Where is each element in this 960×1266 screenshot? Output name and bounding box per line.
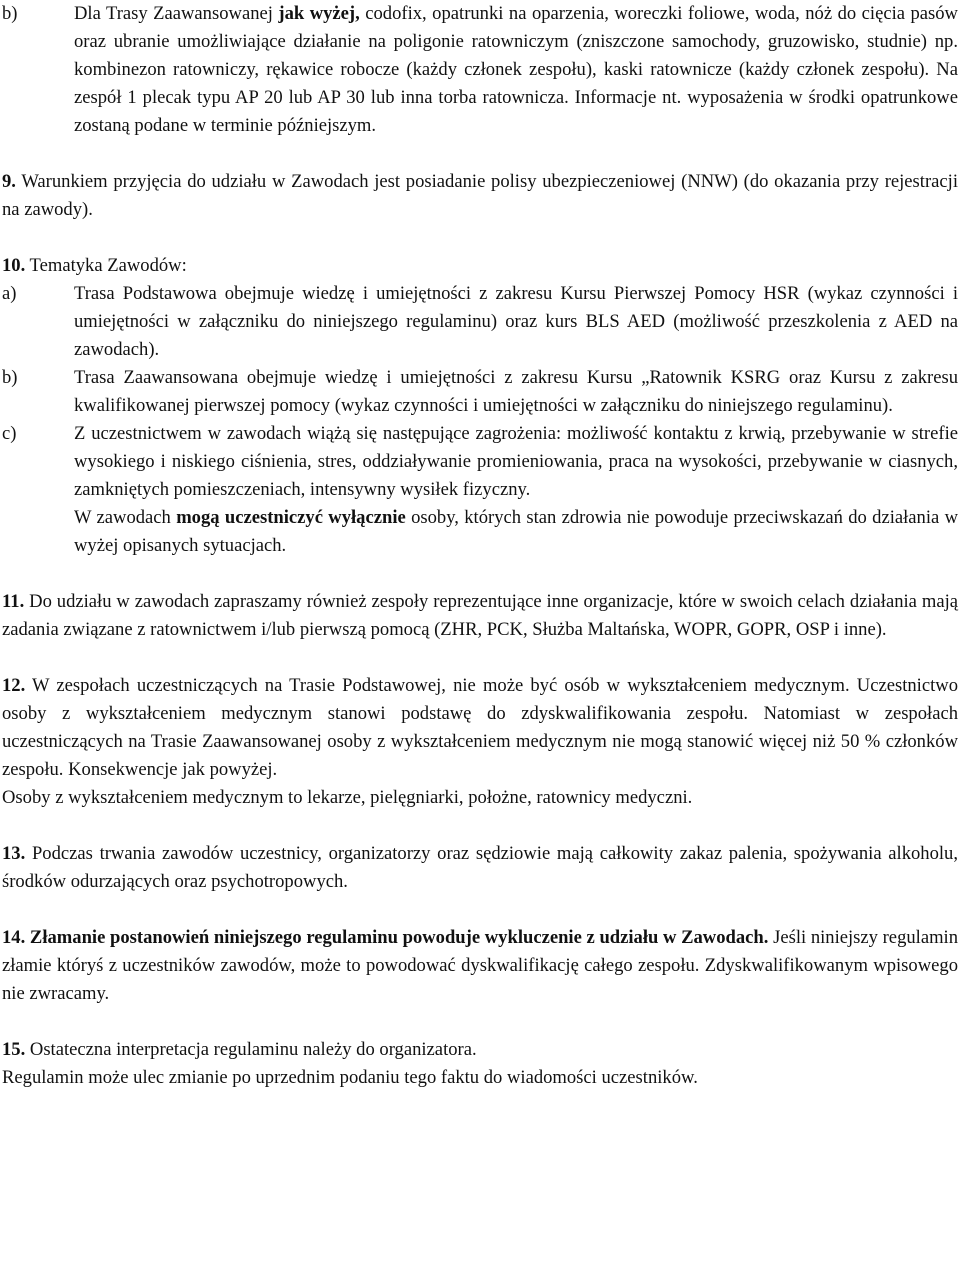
section-14 [2, 924, 958, 1008]
section-13 [2, 840, 958, 896]
section-text: Warunkiem przyjęcia do udziału w Zawodach jest posiadanie polisy ubezpieczeniowej (NNW) (do okazania przy rejestracji na zawody). [2, 171, 958, 220]
note-text: W zawodach [74, 507, 177, 528]
section-11 [2, 588, 958, 644]
topic-item-c-note [2, 504, 958, 560]
section-number: 14. [2, 927, 26, 948]
section-15-note: Regulamin może ulec zmianie po uprzednim podaniu tego faktu do wiadomości uczestników. [2, 1067, 698, 1088]
item-text: Z uczestnictwem w zawodach wiążą się następujące zagrożenia: możliwość kontaktu z krwią, przebywanie w strefie wysokiego i niskiego ciśnienia, stres, oddziaływanie promieniowania, praca na wysokości, przebywanie w ciasnych, zamkniętych pomieszczeniach, intensywny wysiłek fizyczny. [74, 423, 958, 500]
note-text-cont: osoby, których stan zdrowia nie powoduje przeciwskazań do działania w wyżej opisanych sytuacjach. [74, 507, 959, 556]
topic-item-b [2, 364, 958, 420]
section-text: Do udziału w zawodach zapraszamy również zespoły reprezentujące inne organizacje, które w swoich celach działania mają zadania związane z ratownictwem i/lub pierwszą pomocą (ZHR, PCK, Służba Maltańska, WOPR, GOPR, OSP i inne). [2, 591, 958, 640]
section-bold-text: Złamanie postanowień niniejszego regulaminu powoduje wykluczenie z udziału w Zawodach. [25, 927, 769, 948]
section-12-note: Osoby z wykształceniem medycznym to lekarze, pielęgniarki, położne, ratownicy medyczni. [2, 787, 693, 808]
item-label: b) [2, 367, 18, 388]
section-text: Podczas trwania zawodów uczestnicy, organizatorzy oraz sędziowie mają całkowity zakaz palenia, spożywania alkoholu, środków odurzających oraz psychotropowych. [2, 843, 958, 892]
item-text: Trasa Zaawansowana obejmuje wiedzę i umiejętności z zakresu Kursu „Ratownik KSRG oraz Kursu z zakresu kwalifikowanej pierwszej pomocy (wykaz czynności i umiejętności w załączniku do niniejszego regulaminu). [74, 367, 958, 416]
item-text-cont: codofix, opatrunki na oparzenia, woreczki foliowe, woda, nóż do cięcia pasów oraz ubranie umożliwiające działanie na poligonie ratowniczym (zniszczone samochody, gruzowisko, studnie) np. kombinezon ratowniczy, rękawice robocze (każdy członek zespołu), kaski ratownicze (każdy członek zespołu). Na zespół 1 plecak typu AP 20 lub AP 30 lub inna torba ratownicza. Informacje nt. wyposażenia w środki opatrunkowe zostaną podane w terminie późniejszym. [74, 3, 958, 136]
section-number: 11. [2, 591, 25, 612]
item-bold-text: jak wyżej, [278, 3, 360, 24]
section-text: Jeśli niniejszy regulamin złamie któryś z uczestników zawodów, może to powodować dyskwalifikację całego zespołu. Zdyskwalifikowanym wpisowego nie zwracamy. [2, 927, 959, 1004]
section-number: 12. [2, 675, 26, 696]
section-number: 10. [2, 255, 26, 276]
section-text: Ostateczna interpretacja regulaminu należy do organizatora. [25, 1039, 477, 1060]
topic-item-a [2, 280, 958, 364]
section-number: 13. [2, 843, 26, 864]
section-10-heading [2, 252, 958, 280]
section-number: 15. [2, 1039, 26, 1060]
section-title: Tematyka Zawodów: [25, 255, 187, 276]
section-15 [2, 1036, 958, 1064]
item-label: a) [2, 283, 17, 304]
item-text: Trasa Podstawowa obejmuje wiedzę i umiejętności z zakresu Kursu Pierwszej Pomocy HSR (wykaz czynności i umiejętności w załączniku do niniejszego regulaminu) oraz kurs BLS AED (możliwość przeszkolenia z AED na zawodach). [74, 283, 958, 360]
section-number: 9. [2, 171, 16, 192]
equipment-item-b [2, 0, 958, 140]
section-text: W zespołach uczestniczących na Trasie Podstawowej, nie może być osób w wykształceniem medycznym. Uczestnictwo osoby z wykształceniem medycznym stanowi podstawę do zdyskwalifikowania zespołu. Natomiast w zespołach uczestniczących na Trasie Zaawansowanej osoby z wykształceniem medycznym nie mogą stanowić więcej niż 50 % członków zespołu. Konsekwencje jak powyżej. [2, 675, 958, 780]
section-9 [2, 168, 958, 224]
note-bold-text: mogą uczestniczyć wyłącznie [176, 507, 406, 528]
item-text: Dla Trasy Zaawansowanej [74, 3, 279, 24]
section-12 [2, 672, 958, 784]
item-label: c) [2, 423, 17, 444]
item-label: b) [2, 3, 18, 24]
topic-item-c [2, 420, 958, 504]
